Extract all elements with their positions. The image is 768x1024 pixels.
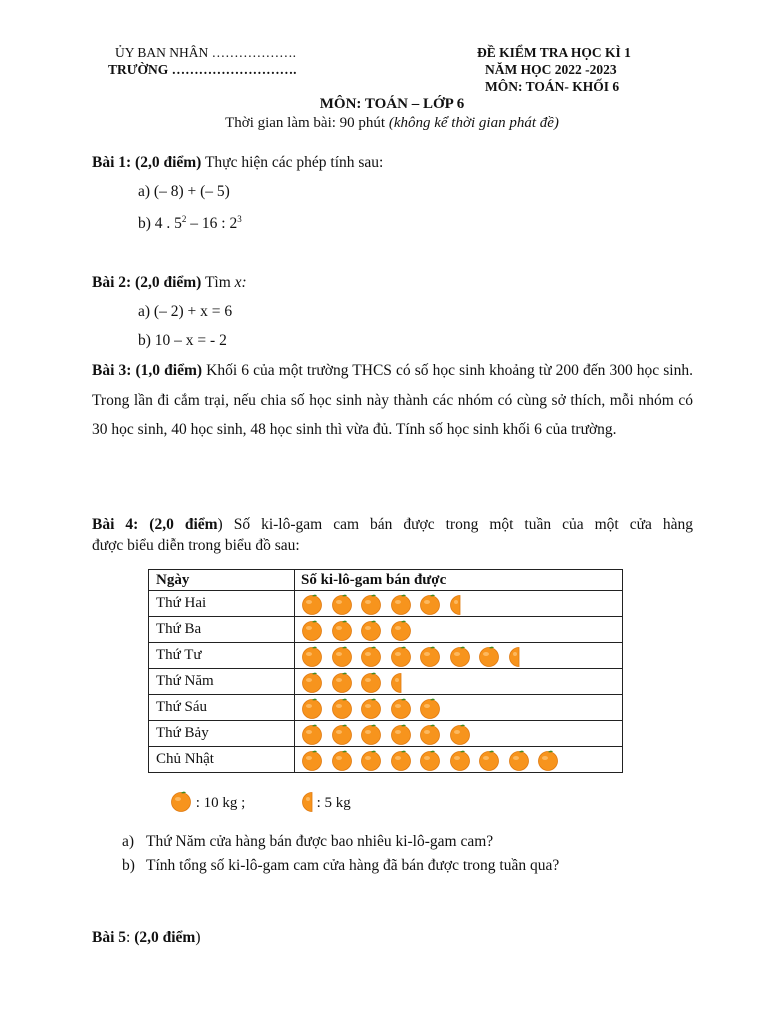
- orange-fruit-icon: [478, 645, 508, 667]
- orange-fruit-icon: [301, 749, 331, 771]
- orange-fruit-icon: [390, 697, 420, 719]
- school-year: NĂM HỌC 2022 -2023: [485, 62, 617, 77]
- exercise-3-label: Bài 3: (1,0 điểm): [92, 362, 203, 379]
- exercise-1-heading: [92, 154, 383, 172]
- orange-fruit-icon: [331, 749, 361, 771]
- orange-fruit-icon: [449, 723, 479, 745]
- orange-fruit-icon: [390, 619, 420, 641]
- orange-fruit-icon: [360, 749, 390, 771]
- table-row: [149, 617, 623, 643]
- orange-fruit-icon: [390, 723, 420, 745]
- orange-fruit-icon: [390, 593, 420, 615]
- exercise-1-label: Bài 1: (2,0 điểm): [92, 154, 202, 171]
- duration-note: (không kể thời gian phát đề): [388, 115, 559, 131]
- subject-title: MÔN: TOÁN – LỚP 6: [319, 96, 465, 112]
- exercise-2b: b) 10 – x = - 2: [138, 332, 227, 349]
- exercise-3-text: Khối 6 của một trường THCS có số học sinh khoảng từ 200 đến 300 học sinh. Trong lần đi cắm trại, nếu chia số học sinh này thành các nhóm có cùng sở thích, mỗi nhóm có 30 học sinh, 40 học sinh, 48 học sinh thì vừa đủ. Tính số học sinh khối 6 của trường.: [92, 362, 693, 439]
- duration-text: Thời gian làm bài: 90 phút: [225, 115, 389, 131]
- exercise-2a: a) (– 2) + x = 6: [138, 303, 233, 320]
- day-cell: Thứ Hai: [149, 591, 295, 617]
- orange-fruit-icon: [419, 697, 449, 719]
- committee-line: ỦY BAN NHÂN ……………….: [115, 45, 296, 60]
- exercise-4-intro: [92, 514, 693, 556]
- icons-cell: [295, 721, 623, 747]
- orange-fruit-icon: [419, 723, 449, 745]
- orange-fruit-icon: [331, 671, 361, 693]
- header-value: Số ki-lô-gam bán được: [295, 570, 623, 591]
- day-cell: Thứ Bảy: [149, 721, 295, 747]
- orange-fruit-icon: [390, 645, 420, 667]
- exercise-5-heading: [92, 929, 201, 947]
- orange-fruit-icon: [360, 697, 390, 719]
- orange-fruit-icon: [360, 723, 390, 745]
- exercise-2-var: x:: [234, 274, 247, 291]
- exercise-4-label: Bài 4: (2,0 điểm: [92, 516, 218, 533]
- school-line: TRƯỜNG ……………………….: [108, 62, 297, 77]
- orange-fruit-icon: [331, 645, 361, 667]
- duration-line: [0, 115, 768, 132]
- question-4a: [122, 833, 493, 851]
- icons-cell: [295, 669, 623, 695]
- orange-fruit-icon: [508, 749, 538, 771]
- day-cell: Thứ Sáu: [149, 695, 295, 721]
- orange-fruit-icon: [301, 645, 331, 667]
- header-left: [108, 44, 297, 78]
- subject-grade: MÔN: TOÁN- KHỐI 6: [485, 79, 620, 94]
- orange-fruit-icon: [331, 619, 361, 641]
- orange-fruit-icon: [419, 593, 449, 615]
- exercise-4-line-1: [92, 514, 693, 535]
- orange-fruit-icon: [390, 749, 420, 771]
- exponent-1: 2: [181, 214, 187, 224]
- exercise-5-points: (2,0 điểm: [134, 929, 196, 946]
- half-orange-icon: [301, 790, 313, 817]
- exam-title: ĐỀ KIỂM TRA HỌC KÌ 1: [477, 45, 631, 60]
- question-4a-text: Thứ Năm cửa hàng bán được bao nhiêu ki-lô-gam cam?: [146, 833, 494, 850]
- orange-fruit-icon: [170, 790, 192, 817]
- orange-fruit-icon: [360, 593, 390, 615]
- exercise-4-text-1: Số ki-lô-gam cam bán được trong một tuần của một cửa hàng: [222, 516, 693, 533]
- icons-cell: [295, 591, 623, 617]
- orange-fruit-icon: [449, 645, 479, 667]
- exercise-2-prompt: Tìm: [201, 274, 235, 291]
- question-4a-label: a): [122, 833, 135, 850]
- orange-fruit-icon: [331, 593, 361, 615]
- orange-fruit-icon: [331, 723, 361, 745]
- orange-fruit-icon: [360, 671, 390, 693]
- orange-fruit-icon: [478, 749, 508, 771]
- exercise-2-label: Bài 2: (2,0 điểm): [92, 274, 202, 291]
- day-cell: Thứ Tư: [149, 643, 295, 669]
- orange-fruit-icon: [537, 749, 567, 771]
- exercise-1-prompt: Thực hiện các phép tính sau:: [201, 154, 384, 171]
- exercise-2-heading: [92, 274, 247, 292]
- orange-fruit-icon: [301, 593, 331, 615]
- orange-fruit-icon: [301, 697, 331, 719]
- exercise-5-colon: :: [126, 929, 135, 946]
- exercise-1b: [138, 215, 242, 233]
- table-row: [149, 695, 623, 721]
- orange-fruit-icon: [301, 619, 331, 641]
- exercise-4-close: ): [217, 516, 223, 533]
- exponent-2: 3: [237, 214, 242, 224]
- exercise-3: [92, 356, 693, 445]
- exercise-1b-pre: b) 4 . 5: [138, 215, 182, 232]
- question-4b-label: b): [122, 857, 135, 874]
- table-row: [149, 747, 623, 773]
- orange-fruit-icon: [419, 749, 449, 771]
- orange-fruit-icon: [360, 619, 390, 641]
- header-right: [477, 44, 631, 95]
- question-4b: [122, 857, 559, 875]
- legend-half-text: : 5 kg: [316, 794, 351, 811]
- day-cell: Thứ Ba: [149, 617, 295, 643]
- exercise-5-close: ): [195, 929, 201, 946]
- exercise-5-label: Bài 5: [92, 929, 127, 946]
- orange-fruit-icon: [360, 645, 390, 667]
- orange-fruit-icon: [449, 749, 479, 771]
- day-cell: Thứ Năm: [149, 669, 295, 695]
- exercise-4-line-2: được biểu diễn trong biểu đồ sau:: [92, 537, 300, 554]
- table-row: [149, 643, 623, 669]
- orange-fruit-icon: [331, 697, 361, 719]
- icons-cell: [295, 643, 623, 669]
- exercise-1b-mid: – 16 : 2: [186, 215, 238, 232]
- pictograph-legend: [170, 790, 351, 817]
- header-day: Ngày: [149, 570, 295, 591]
- question-4b-text: Tính tổng số ki-lô-gam cam cửa hàng đã bán được trong tuần qua?: [146, 857, 560, 874]
- orange-fruit-icon: [301, 671, 331, 693]
- legend-full-text: : 10 kg ;: [195, 794, 246, 811]
- table-row: [149, 591, 623, 617]
- exercise-1a: a) (– 8) + (– 5): [138, 183, 230, 200]
- table-row: [149, 669, 623, 695]
- half-orange-icon: [508, 645, 522, 667]
- pictograph-table: [148, 569, 623, 773]
- half-orange-icon: [390, 671, 404, 693]
- orange-fruit-icon: [419, 645, 449, 667]
- table-row: [149, 721, 623, 747]
- half-orange-icon: [449, 593, 463, 615]
- icons-cell: [295, 747, 623, 773]
- icons-cell: [295, 617, 623, 643]
- day-cell: Chủ Nhật: [149, 747, 295, 773]
- orange-fruit-icon: [301, 723, 331, 745]
- table-header-row: [149, 570, 623, 591]
- icons-cell: [295, 695, 623, 721]
